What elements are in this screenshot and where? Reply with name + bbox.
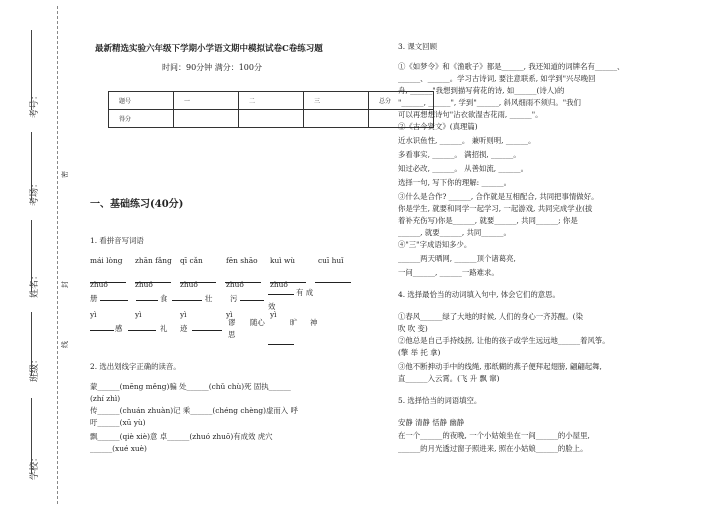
school-label: 学校： bbox=[30, 452, 40, 480]
q2-line: 蒙______(mēng měng)骗 处______(chǔ chù)死 固执______ bbox=[90, 382, 291, 391]
q3-line: 着补充伤写)你是______, 就要______, 共同______; 你是 bbox=[398, 216, 578, 225]
q3-line: 一问______, ______一路难求。 bbox=[398, 268, 499, 277]
q1-pinyin: mái lòng bbox=[90, 256, 123, 265]
class-line bbox=[31, 312, 32, 376]
q3-line: "______, ______", 学到"______, 斜风细雨不须归。"我们 bbox=[398, 98, 581, 107]
class-label: 班级： bbox=[30, 354, 40, 382]
q4-line: (擎 举 托 拿) bbox=[398, 348, 441, 357]
q2-line: 吁______(xū yù) bbox=[90, 418, 146, 427]
q1-pinyin: yì bbox=[180, 310, 187, 319]
q3-line: ______、______。学习古诗词, 要注意联系, 如学到"兴尽晚回 bbox=[398, 74, 596, 83]
q3-line: ③什么是合作? ______, 合作就是互相配合, 共同把事情做好。 bbox=[398, 192, 599, 201]
q1-pinyin: qī cǎn bbox=[180, 256, 203, 265]
q4-line: 直______入云霄。(飞 升 飘 窜) bbox=[398, 374, 500, 383]
q1-pinyin: zhuó bbox=[135, 280, 153, 289]
q2-title: 2. 选出划线字正确的读音。 bbox=[90, 362, 181, 371]
q1-word: 壮 bbox=[205, 294, 213, 303]
q2-line: ______(xué xuè) bbox=[90, 444, 147, 453]
binding-margin bbox=[0, 0, 69, 508]
q1-word: 有 成 bbox=[296, 288, 314, 297]
score-cell: 得分 bbox=[109, 110, 174, 128]
q4-line: ③他不断抻动手中的线绳, 那纸糊的燕子便拜起翅膀, 翩翩起舞, bbox=[398, 362, 602, 371]
q5-title: 5. 选择恰当的词语填空。 bbox=[398, 396, 482, 405]
answer-blank[interactable] bbox=[268, 336, 294, 345]
q1-word: 污 bbox=[230, 294, 238, 303]
q1-pinyin: cuī huǐ bbox=[318, 256, 344, 265]
fold-line bbox=[57, 6, 58, 504]
q4-line: ①春风______绿了大地的时候, 人们的身心一齐苏醒。(染 bbox=[398, 312, 583, 321]
score-cell: 三 bbox=[304, 92, 369, 110]
answer-blank[interactable] bbox=[128, 322, 156, 331]
score-cell: 二 bbox=[239, 92, 304, 110]
q3-line: 多看事实, ______。 满招损, ______。 bbox=[398, 150, 521, 159]
q1-pinyin: yì bbox=[226, 310, 233, 319]
score-cell[interactable] bbox=[239, 110, 304, 128]
section-basic-heading: 一、基础练习(40分) bbox=[90, 199, 184, 210]
q1-answer-blanks bbox=[90, 268, 351, 287]
q1-pinyin: yì bbox=[135, 310, 142, 319]
q1-title: 1. 看拼音写词语 bbox=[90, 236, 144, 245]
q5-options: 安静 清静 恬静 幽静 bbox=[398, 418, 465, 427]
q1-word: 随心 bbox=[250, 318, 265, 327]
answer-blank[interactable] bbox=[192, 322, 222, 331]
seal-mark-xian: 线 bbox=[61, 341, 69, 348]
exam-title: 最新精选实验六年级下学期小学语文期中模拟试卷C卷练习题 bbox=[95, 44, 323, 54]
q2-line: (zhí zhì) bbox=[90, 394, 121, 403]
q3-line: 可以再想想诗句"沾衣欲湿杏花雨, ______"。 bbox=[398, 110, 543, 119]
score-cell: 一 bbox=[174, 92, 239, 110]
q5-line: ______的月光透过窗子照进来, 照在小姑娘______的脸上。 bbox=[398, 444, 588, 453]
q1-word: 思 bbox=[228, 330, 236, 339]
exam-number-label: 考号： bbox=[30, 90, 40, 118]
answer-blank[interactable] bbox=[90, 322, 114, 331]
score-table-row bbox=[109, 110, 434, 128]
q4-title: 4. 选择最恰当的动词填入句中, 体会它们的意思。 bbox=[398, 290, 560, 299]
q3-line: 舟, ______"我想到描写荷花的诗, 如______(诗人)的 bbox=[398, 86, 565, 95]
q3-title: 3. 课文回顾 bbox=[398, 42, 437, 51]
q3-line: ②《古今贤文》(真理篇) bbox=[398, 122, 478, 131]
q1-word: 礼 bbox=[160, 324, 168, 333]
q3-line: 近水识鱼性, ______。 兼听则明, ______。 bbox=[398, 136, 536, 145]
seal-mark-feng: 封 bbox=[61, 281, 69, 288]
exam-subtitle: 时间：90分钟 满分：100分 bbox=[162, 63, 262, 72]
q1-pinyin: zhuó bbox=[226, 280, 244, 289]
q4-line: ②他总是自己手持线拐, 让他的孩子或学生远远地______着风筝。 bbox=[398, 336, 610, 345]
q2-line: 传______(chuán zhuàn)记 乘______(chéng chèng)虚而入 呼 bbox=[90, 406, 298, 415]
school-line bbox=[31, 398, 32, 474]
q1-pinyin: yì bbox=[270, 310, 277, 319]
exam-room-label: 考场： bbox=[30, 178, 40, 206]
q1-pinyin: fēn shāo bbox=[226, 256, 258, 265]
score-table-header bbox=[109, 92, 434, 110]
score-cell[interactable] bbox=[304, 110, 369, 128]
q5-line: 在一个______的夜晚, 一个小姑娘坐在一间______的小屋里, bbox=[398, 431, 590, 440]
q1-word: 神 bbox=[310, 318, 318, 327]
q1-word: 迹 bbox=[180, 324, 188, 333]
q1-word: 食 bbox=[160, 294, 168, 303]
q3-line: ______两天晒网, ______顶个诸葛亮, bbox=[398, 254, 516, 263]
score-cell: 题号 bbox=[109, 92, 174, 110]
answer-blank[interactable] bbox=[268, 286, 294, 295]
q1-word: 效 bbox=[268, 302, 276, 311]
answer-blank[interactable] bbox=[100, 292, 128, 301]
q1-pinyin: zhān fǎng bbox=[135, 256, 172, 265]
q1-word: 感 bbox=[115, 324, 123, 333]
q4-line: 吹 吹 变) bbox=[398, 324, 428, 333]
score-table bbox=[108, 91, 434, 128]
q3-line: 选择一句, 写下你的理解: ______。 bbox=[398, 178, 512, 187]
q3-line: 你是学生, 就要和同学一起学习, 一起游戏, 共同完成学业(拔 bbox=[398, 204, 593, 213]
seal-mark-mi: 密 bbox=[61, 171, 69, 178]
q1-word: 谬 bbox=[228, 318, 236, 327]
score-cell: 总分 bbox=[369, 92, 434, 110]
score-cell[interactable] bbox=[174, 110, 239, 128]
q1-pinyin: kuì wù bbox=[270, 256, 296, 265]
q1-word: 旷 bbox=[290, 318, 298, 327]
q3-line: ④"三"字成语知多少。 bbox=[398, 240, 472, 249]
q1-pinyin: zhuó bbox=[180, 280, 198, 289]
answer-blank[interactable] bbox=[240, 292, 264, 301]
answer-blank[interactable] bbox=[315, 274, 351, 283]
name-line bbox=[31, 220, 32, 292]
q3-line: 知过必改, ______。 从善如流, ______。 bbox=[398, 164, 528, 173]
q1-pinyin: zhuó bbox=[270, 280, 288, 289]
exam-room-line bbox=[31, 132, 32, 200]
q1-pinyin: yì bbox=[90, 310, 97, 319]
answer-blank[interactable] bbox=[172, 292, 202, 301]
answer-blank[interactable] bbox=[136, 292, 158, 301]
q3-line: ______, 就要______, 共同______。 bbox=[398, 228, 511, 237]
q1-word: 册 bbox=[90, 294, 98, 303]
name-label: 姓名： bbox=[30, 270, 40, 298]
exam-number-line bbox=[31, 30, 32, 110]
q1-pinyin: zhuó bbox=[90, 280, 108, 289]
q3-line: ①《如梦令》和《渔歌子》都是______, 我还知道的词牌名有______、 bbox=[398, 62, 625, 71]
q2-line: 飘______(qiè xiè)意 卓______(zhuó zhuō)有成效 虎穴 bbox=[90, 432, 273, 441]
